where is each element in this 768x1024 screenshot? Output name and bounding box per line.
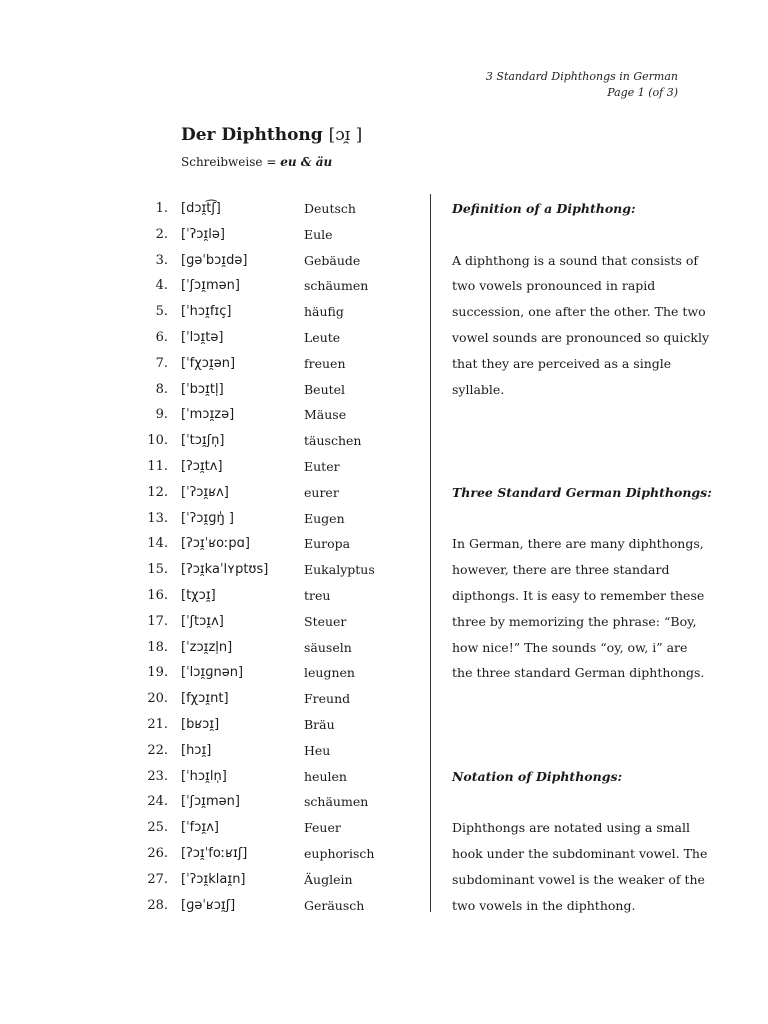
row-number: 24.: [147, 794, 168, 810]
page-header: [486, 69, 678, 101]
text-line: that they are perceived as a single: [452, 355, 672, 371]
text-line: A diphthong is a sound that consists of: [452, 252, 698, 268]
text-line: hook under the subdominant vowel. The: [452, 845, 708, 861]
spelling-subtitle: [181, 155, 332, 169]
text-line: In German, there are many diphthongs,: [452, 536, 704, 552]
german-word: Gebäude: [304, 252, 361, 268]
row-number: 2.: [155, 226, 168, 242]
german-word: Beutel: [304, 381, 346, 397]
text-line: two vowels in the diphthong.: [452, 897, 636, 913]
ipa-transcription: [ˈhɔɪ̯ln̩]: [181, 768, 227, 784]
ipa-transcription: [ˈbɔɪ̯tl̩]: [181, 381, 224, 397]
title-text: Der Diphthong: [181, 125, 323, 145]
german-word: leugnen: [304, 665, 355, 681]
ipa-transcription: [ˈhɔɪ̯fɪç]: [181, 304, 232, 320]
title-symbol: [ɔɪ̯ ]: [328, 125, 363, 145]
section-heading: Three Standard German Diphthongs:: [452, 484, 712, 500]
text-line: how nice!” The sounds “oy, ow, i” are: [452, 639, 688, 655]
ipa-transcription: [ɡəˈbɔɪ̯də]: [181, 252, 248, 268]
german-word: Eugen: [304, 510, 345, 526]
german-word: freuen: [304, 355, 346, 371]
row-number: 25.: [147, 820, 168, 836]
row-number: 8.: [155, 381, 168, 397]
row-number: 23.: [147, 768, 168, 784]
german-word: Mäuse: [304, 407, 347, 423]
row-number: 18.: [147, 639, 168, 655]
page-title: [181, 125, 362, 145]
text-line: [452, 789, 687, 815]
ipa-transcription: [ʔɔɪ̯ˈfoːʁɪʃ]: [181, 845, 248, 861]
section-heading: Definition of a Diphthong:: [452, 201, 636, 216]
ipa-transcription: [ˈʃɔɪ̯mən]: [181, 794, 240, 810]
text-line: dipthongs. It is easy to remember these: [452, 587, 705, 603]
german-word: Euter: [304, 458, 340, 474]
row-number: 7.: [155, 355, 168, 371]
german-word: Deutsch: [304, 201, 356, 216]
german-word: Heu: [304, 742, 331, 758]
row-number: 19.: [147, 665, 168, 681]
german-word: Äuglein: [304, 871, 353, 887]
text-line: [452, 454, 687, 480]
german-word: schäumen: [304, 794, 369, 810]
text-line: syllable.: [452, 381, 505, 397]
row-number: 1.: [155, 201, 168, 216]
text-line: subdominant vowel is the weaker of the: [452, 871, 705, 887]
text-line: [452, 222, 687, 248]
german-word: heulen: [304, 768, 347, 784]
german-word: Eukalyptus: [304, 562, 375, 578]
row-number: 22.: [147, 742, 168, 758]
text-line: three by memorizing the phrase: “Boy,: [452, 613, 697, 629]
row-number: 5.: [155, 304, 168, 320]
text-line: vowel sounds are pronounced so quickly: [452, 329, 710, 345]
ipa-transcription: [ʔɔɪ̯kaˈlʏptʊs]: [181, 562, 269, 578]
ipa-transcription: [ˈlɔɪ̯tə]: [181, 329, 224, 345]
row-number: 27.: [147, 871, 168, 887]
text-line: the three standard German diphthongs.: [452, 665, 705, 681]
text-line: succession, one after the other. The two: [452, 304, 706, 320]
header-document-title: 3 Standard Diphthongs in German: [485, 70, 678, 83]
ipa-transcription: [ˈlɔɪ̯ɡnən]: [181, 665, 244, 681]
ipa-transcription: [ˈfɔɪ̯ʌ]: [181, 820, 219, 836]
ipa-transcription: [ˈʔɔɪ̯klaɪ̯n]: [181, 871, 246, 887]
row-number: 13.: [147, 510, 168, 526]
row-number: 26.: [147, 845, 168, 861]
row-number: 6.: [155, 329, 168, 345]
row-number: 11.: [147, 458, 168, 474]
row-number: 21.: [147, 716, 168, 732]
german-word: Bräu: [304, 716, 335, 732]
row-number: 15.: [147, 562, 168, 578]
ipa-transcription: [ʔɔɪ̯ˈʁoːpɑ]: [181, 536, 251, 552]
row-number: 12.: [147, 484, 168, 500]
ipa-transcription: [ˈfχɔɪ̯ən]: [181, 355, 236, 371]
ipa-transcription: [fχɔɪ̯nt]: [181, 691, 229, 707]
text-line: [452, 402, 687, 428]
german-word: euphorisch: [304, 845, 375, 861]
ipa-transcription: [ˈʃɔɪ̯mən]: [181, 278, 240, 294]
german-word: säuseln: [304, 639, 352, 655]
german-word: schäumen: [304, 278, 369, 294]
ipa-transcription: [bʁɔɪ̯]: [181, 716, 220, 732]
ipa-transcription: [ɡəˈʁɔɪ̯ʃ]: [181, 897, 236, 913]
subtitle-label: Schreibweise =: [181, 155, 281, 169]
german-word: treu: [304, 587, 331, 603]
ipa-transcription: [ʔɔɪ̯tʌ]: [181, 458, 223, 474]
ipa-transcription: [ˈʃtɔɪ̯ʌ]: [181, 613, 224, 629]
german-word: Freund: [304, 691, 351, 707]
row-number: 10.: [147, 433, 168, 449]
german-word: täuschen: [304, 433, 362, 449]
header-page-number: Page 1 (of 3): [607, 86, 678, 99]
column-divider: [430, 194, 431, 912]
text-line: [452, 738, 687, 764]
german-word: Steuer: [304, 613, 347, 629]
text-line: [452, 686, 687, 712]
row-number: 28.: [147, 897, 168, 913]
section-heading: Notation of Diphthongs:: [452, 768, 623, 784]
ipa-transcription: [ˈʔɔɪ̯ʁʌ]: [181, 484, 229, 500]
ipa-transcription: [ˈʔɔɪ̯ɡŋ̍ ]: [181, 510, 234, 526]
german-word: Europa: [304, 536, 351, 552]
ipa-transcription: [ˈzɔɪ̯zl̩n]: [181, 639, 233, 655]
row-number: 16.: [147, 587, 168, 603]
ipa-transcription: [ˈmɔɪ̯zə]: [181, 407, 235, 423]
german-word: Leute: [304, 329, 341, 345]
ipa-transcription: [hɔɪ̯]: [181, 742, 212, 758]
german-word: Geräusch: [304, 897, 365, 913]
ipa-transcription: [tχɔɪ̯]: [181, 587, 216, 603]
text-line: [452, 428, 687, 454]
row-number: 20.: [147, 691, 168, 707]
row-number: 14.: [147, 536, 168, 552]
explanation-column: [452, 196, 712, 918]
text-line: however, there are three standard: [452, 562, 670, 578]
text-line: [452, 712, 687, 738]
row-number: 9.: [155, 407, 168, 423]
german-word: häufig: [304, 304, 344, 320]
german-word: eurer: [304, 484, 339, 500]
ipa-transcription: [ˈtɔɪ̯ʃn̩]: [181, 433, 225, 449]
text-line: Diphthongs are notated using a small: [452, 820, 690, 836]
german-word: Feuer: [304, 820, 341, 836]
row-number: 17.: [147, 613, 168, 629]
subtitle-spelling: eu & äu: [280, 155, 333, 169]
ipa-transcription: [ˈʔɔɪ̯lə]: [181, 226, 225, 242]
row-number: 3.: [155, 252, 168, 268]
german-word: Eule: [304, 226, 333, 242]
text-line: two vowels pronounced in rapid: [452, 278, 656, 294]
text-line: [452, 506, 687, 532]
row-number: 4.: [155, 278, 168, 294]
ipa-transcription: [dɔɪ̯t͡ʃ]: [181, 201, 221, 216]
